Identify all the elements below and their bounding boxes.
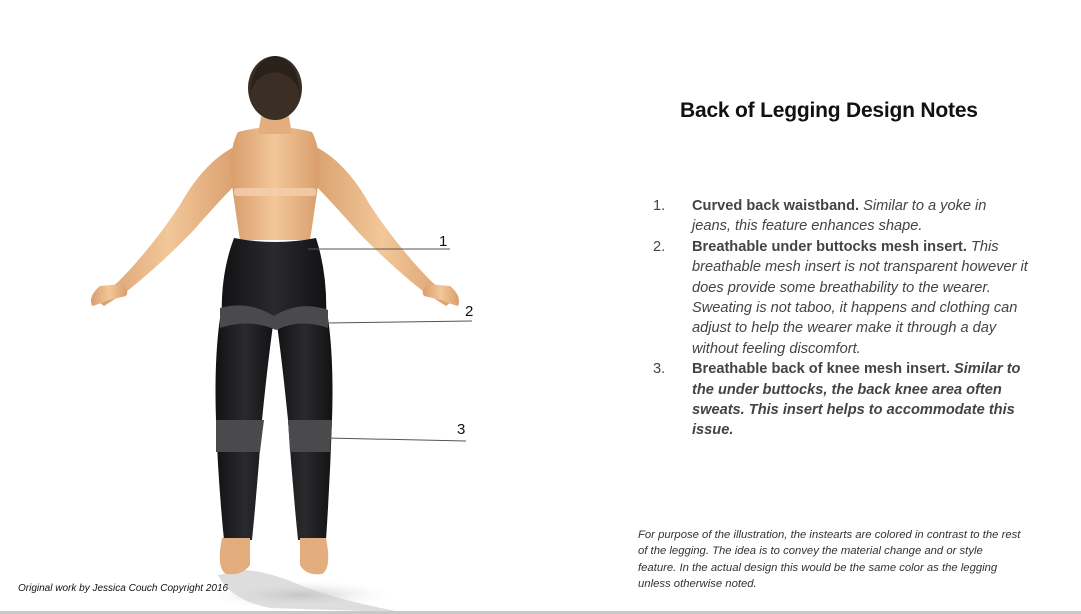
leader-line-3 — [326, 438, 466, 441]
design-note-2 — [648, 237, 1028, 359]
callout-leader-lines — [308, 249, 472, 441]
note-body: This breathable mesh insert is not transparent however it does provide some breathability to the wearer. Sweating is not taboo, it happens and clothing can adjust to help the wearer make it through a day without feeling discomfort. — [692, 238, 1028, 357]
note-heading: Breathable back of knee mesh insert. — [692, 361, 950, 378]
copyright-credit: Original work by Jessica Couch Copyright 2016 — [18, 583, 229, 594]
design-notes-list — [648, 196, 1028, 441]
torso — [231, 112, 319, 240]
callout-number-2: 2 — [465, 303, 474, 320]
right-knee-mesh-insert — [288, 420, 332, 452]
note-number: 1. — [653, 198, 666, 214]
note-number: 3. — [653, 361, 666, 378]
note-body: Similar to the under buttocks, the back knee area often sweats. This insert helps to accommodate this issue. — [692, 361, 1021, 439]
callout-number-1: 1 — [439, 233, 448, 250]
floor-shadow — [210, 570, 400, 612]
note-heading: Curved back waistband. — [692, 198, 860, 214]
illustration-disclaimer: For purpose of the illustration, the instearts are colored in contrast to the rest of the legging. The idea is to convey the material change and or style feature. In the actual design this would be the same color as the legging unless otherwise noted. — [638, 529, 1021, 591]
feet — [220, 538, 329, 574]
design-note-3 — [648, 359, 1028, 441]
leader-line-2 — [326, 321, 472, 323]
note-number: 2. — [653, 238, 666, 255]
legging — [216, 238, 333, 540]
head — [248, 56, 302, 120]
note-body: Similar to a yoke in jeans, this feature enhances shape. — [692, 198, 987, 235]
note-heading: Breathable under buttocks mesh insert. — [692, 238, 967, 255]
left-knee-mesh-insert — [216, 420, 264, 452]
page-title: Back of Legging Design Notes — [680, 99, 978, 122]
callout-number-3: 3 — [457, 421, 466, 438]
design-note-1 — [648, 196, 1028, 237]
